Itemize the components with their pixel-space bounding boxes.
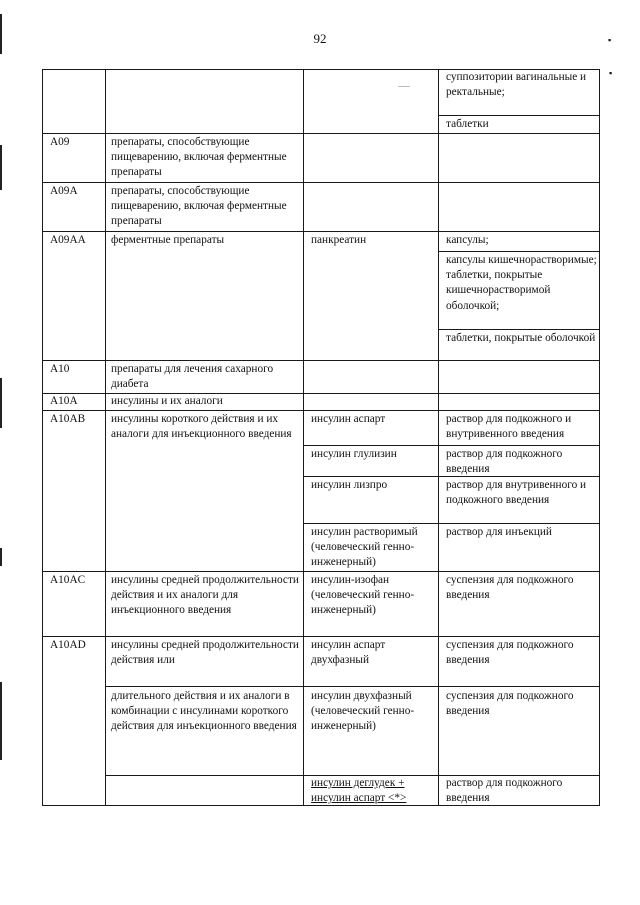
drug-name: инсулин аспарт двухфазный xyxy=(311,639,386,667)
row-divider xyxy=(303,523,600,524)
dosage-form: раствор для инъекций xyxy=(446,526,552,538)
margin-line xyxy=(0,682,2,760)
dosage-form: капсулы; xyxy=(446,234,489,246)
atc-code: A10A xyxy=(50,395,78,407)
dosage-form: таблетки xyxy=(446,118,489,130)
atc-code: A10 xyxy=(50,363,70,375)
row-divider xyxy=(42,410,600,411)
atc-group: инсулины средней продолжительности действия и их аналоги для инъекционного введения xyxy=(111,574,299,617)
drug-name-line: инсулин деглудек + xyxy=(311,777,405,789)
scan-mark: ▪ xyxy=(609,68,613,78)
row-divider xyxy=(42,133,600,134)
dosage-form: суспензия для подкожного введения xyxy=(446,574,574,602)
dosage-form: суппозитории вагинальные и ректальные; xyxy=(446,71,587,99)
atc-group: инсулины короткого действия и их аналоги для инъекционного введения xyxy=(111,413,292,441)
atc-group: инсулины и их аналоги xyxy=(111,395,223,407)
column-divider xyxy=(105,69,106,806)
drug-name xyxy=(311,776,441,806)
atc-code: A10AD xyxy=(50,639,86,651)
atc-group: ферментные препараты xyxy=(111,234,225,246)
page-number: 92 xyxy=(313,31,327,46)
table-border xyxy=(599,69,600,806)
margin-line xyxy=(0,548,2,566)
row-divider xyxy=(42,182,600,183)
dosage-form: капсулы кишечнорастворимые; таблетки, покрытые кишечнорастворимой оболочкой; xyxy=(446,254,597,312)
drug-name: инсулин двухфазный (человеческий генно-инженерный) xyxy=(311,690,415,733)
dosage-form: раствор для внутривенного и подкожного введения xyxy=(446,479,587,507)
medication-table xyxy=(42,69,600,806)
dosage-form: суспензия для подкожного введения xyxy=(446,690,574,718)
atc-code: A10AC xyxy=(50,574,86,586)
dosage-form: раствор для подкожного и внутривенного введения xyxy=(446,413,572,441)
row-divider xyxy=(42,571,600,572)
dosage-form: раствор для подкожного введения xyxy=(446,777,563,805)
atc-group: инсулины средней продолжительности действия или xyxy=(111,639,299,667)
row-divider xyxy=(438,115,600,116)
drug-name-line: инсулин аспарт <*> xyxy=(311,792,407,805)
column-divider xyxy=(303,69,304,806)
atc-code: A09 xyxy=(50,136,70,148)
table-border xyxy=(42,69,43,806)
row-divider xyxy=(42,636,600,637)
atc-group: препараты для лечения сахарного диабета xyxy=(111,363,274,391)
margin-line xyxy=(0,378,2,428)
drug-name: инсулин растворимый (человеческий генно-инженерный) xyxy=(311,526,418,569)
drug-name: инсулин аспарт xyxy=(311,413,386,425)
atc-code: A09A xyxy=(50,185,78,197)
row-divider xyxy=(303,445,600,446)
atc-group: препараты, способствующие пищеварению, включая ферментные препараты xyxy=(111,136,287,179)
row-divider xyxy=(438,329,600,330)
drug-name: панкреатин xyxy=(311,234,367,246)
row-divider xyxy=(42,231,600,232)
atc-code: A10AB xyxy=(50,413,86,425)
drug-name: инсулин-изофан (человеческий генно-инженерный) xyxy=(311,574,415,617)
atc-group: длительного действия и их аналоги в комбинации с инсулинами короткого действия для инъекционного введения xyxy=(111,690,297,733)
atc-group: препараты, способствующие пищеварению, включая ферментные препараты xyxy=(111,185,287,228)
row-divider xyxy=(438,251,600,252)
dosage-form: таблетки, покрытые оболочкой xyxy=(446,332,596,344)
row-divider xyxy=(105,686,600,687)
margin-line xyxy=(0,14,2,54)
dosage-form: раствор для подкожного введения xyxy=(446,448,563,476)
scan-mark: ▪ xyxy=(608,35,612,45)
drug-name: инсулин лизпро xyxy=(311,479,388,491)
dosage-form: суспензия для подкожного введения xyxy=(446,639,574,667)
margin-line xyxy=(0,145,2,190)
drug-name: инсулин глулизин xyxy=(311,448,397,460)
atc-code: A09AA xyxy=(50,234,86,246)
row-divider xyxy=(42,360,600,361)
